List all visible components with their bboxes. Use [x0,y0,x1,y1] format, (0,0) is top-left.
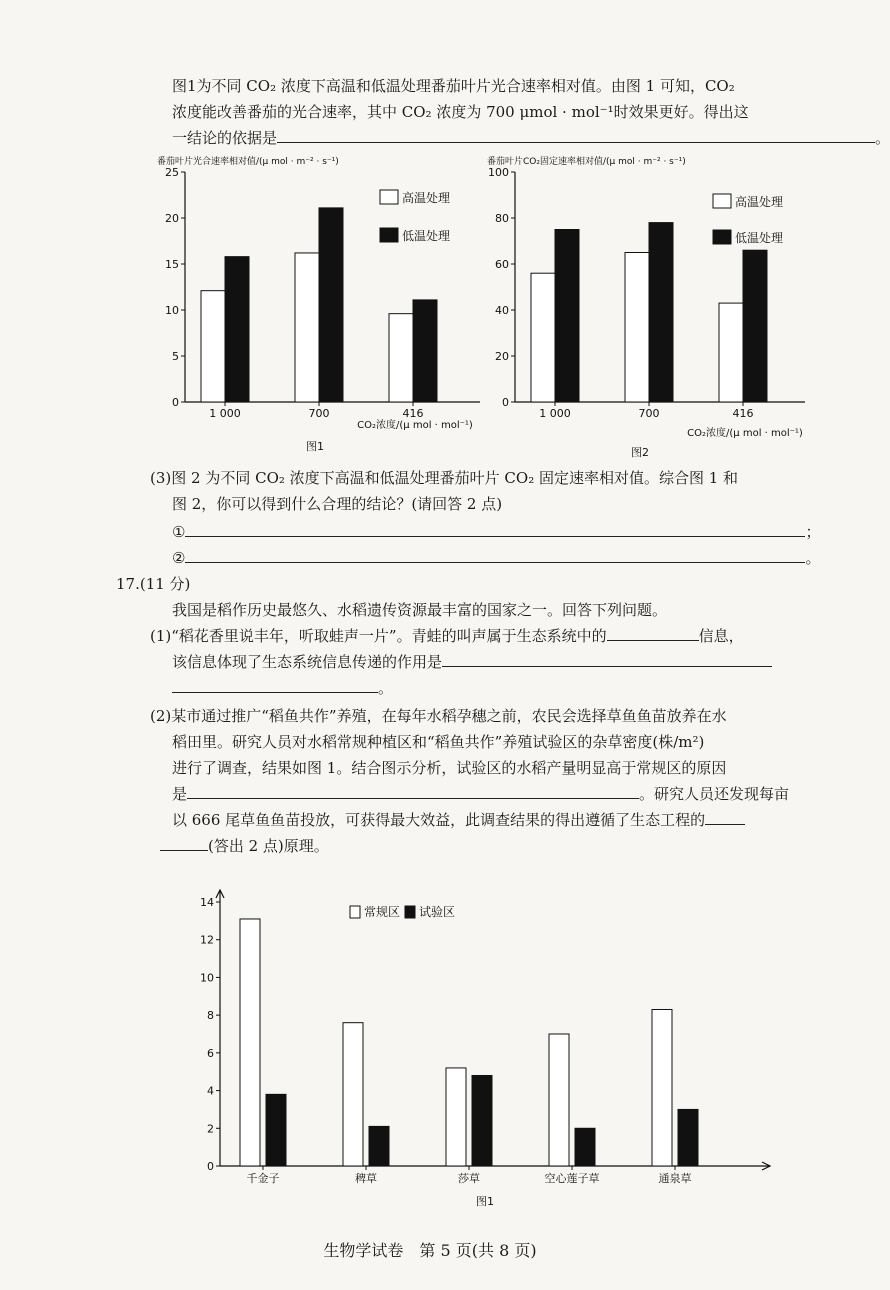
bar-常规区 [446,1068,466,1166]
bar-高温处理 [389,314,413,402]
legend-swatch-高温处理 [713,194,731,208]
bar-常规区 [652,1009,672,1166]
q3-end-1: ； [805,523,821,541]
chart-fig2-co2-fixation [465,150,825,460]
bar-试验区 [575,1128,595,1166]
q17-1-text-c: 该信息体现了生态系统信息传递的作用是 [172,653,443,671]
q17-1-text-b: 信息， [698,627,744,645]
legend-swatch-试验区 [405,906,415,918]
legend-label-常规区: 常规区 [364,905,401,919]
answer-blank-q3-1 [185,520,805,537]
q3-answer-2 [172,546,820,570]
y-tick-label: 25 [165,166,179,179]
answer-blank-principle-cont [160,834,208,851]
intro-line-3-text: 一结论的依据是 [172,129,278,147]
y-tick-label: 60 [495,258,509,271]
q17-1-line-1 [150,624,744,648]
x-tick-label: 空心莲子草 [544,1172,600,1185]
y-tick-label: 20 [495,350,509,363]
x-tick-label: 416 [402,407,424,420]
y-tick-label: 0 [502,396,509,409]
bar-高温处理 [295,253,319,402]
y-tick-label: 0 [207,1160,214,1173]
legend-swatch-低温处理 [380,228,398,242]
legend-label-高温处理: 高温处理 [735,195,784,209]
q17-intro: 我国是稻作历史最悠久、水稻遗传资源最丰富的国家之一。回答下列问题。 [172,601,668,619]
figure-caption: 图2 [631,446,649,459]
legend-swatch-常规区 [350,906,360,918]
answer-blank-yield-reason [187,782,639,799]
q3-end-2: 。 [805,549,821,567]
figure-caption: 图1 [476,1195,494,1208]
bar-常规区 [549,1034,569,1166]
x-axis-label: CO₂浓度/(μ mol · mol⁻¹) [687,428,803,439]
bar-试验区 [266,1094,286,1166]
bar-低温处理 [225,257,249,402]
chart-fig1-photosynthesis [140,150,500,460]
y-tick-label: 40 [495,304,509,317]
y-tick-label: 8 [207,1009,214,1023]
x-tick-label: 千金子 [246,1172,280,1185]
bar-高温处理 [625,253,649,403]
answer-blank-info-role-cont [172,676,378,693]
y-axis-label: 番茄叶片光合速率相对值/(μ mol · m⁻² · s⁻¹) [157,157,339,167]
q17-2-text-c: 以 666 尾草鱼鱼苗投放，可获得最大效益，此调查结果的得出遵循了生态工程的 [172,811,706,829]
intro-line-1: 图1为不同 CO₂ 浓度下高温和低温处理番茄叶片光合速率相对值。由图 1 可知，CO₂ [172,77,735,95]
y-tick-label: 5 [172,350,179,363]
q17-1-line-2 [172,650,772,674]
answer-blank-q3-2 [185,546,805,563]
q17-1-end: 。 [378,679,394,697]
q17-2-text-d: (答出 2 点)原理。 [208,837,329,855]
bar-高温处理 [201,291,225,402]
bar-常规区 [240,919,260,1166]
bar-常规区 [343,1023,363,1166]
q17-2-line-3: 进行了调查，结果如图 1。结合图示分析，试验区的水稻产量明显高于常规区的原因 [172,759,727,777]
x-tick-label: 700 [638,407,660,420]
legend-label-高温处理: 高温处理 [402,191,451,205]
y-tick-label: 14 [200,896,214,909]
q3-line-2: 图 2，你可以得到什么合理的结论？(请回答 2 点) [172,495,503,513]
legend-swatch-高温处理 [380,190,398,204]
y-tick-label: 6 [207,1046,214,1060]
bar-试验区 [369,1126,389,1166]
chart-fig1-weed-density [175,870,795,1215]
x-axis-label: CO₂浓度/(μ mol · mol⁻¹) [357,420,473,431]
bar-试验区 [678,1109,698,1166]
x-tick-label: 稗草 [355,1172,377,1185]
q17-2-line-6 [160,834,329,858]
q3-mark-2: ② [172,549,186,567]
q17-1-text-a: (1)“稻花香里说丰年，听取蛙声一片”。青蛙的叫声属于生态系统中的 [150,627,607,645]
x-tick-label: 莎草 [458,1172,480,1185]
y-tick-label: 10 [165,304,179,317]
q17-2-line-2: 稻田里。研究人员对水稻常规种植区和“稻鱼共作”养殖试验区的杂草密度(株/m²) [172,733,705,751]
x-tick-label: 通泉草 [658,1172,692,1185]
y-tick-label: 10 [200,971,214,985]
bar-低温处理 [743,250,767,402]
q3-mark-1: ① [172,523,186,541]
legend-label-低温处理: 低温处理 [735,231,784,245]
bar-低温处理 [555,230,579,403]
y-tick-label: 80 [495,212,509,225]
bar-高温处理 [531,273,555,402]
legend-swatch-低温处理 [713,230,731,244]
y-tick-label: 12 [200,933,214,947]
page-footer: 生物学试卷 第 5 页(共 8 页) [323,1241,537,1260]
q17-1-line-3 [172,676,393,700]
q17-2-line-1: (2)某市通过推广“稻鱼共作”养殖，在每年水稻孕穗之前，农民会选择草鱼鱼苗放养在水 [150,707,727,725]
y-tick-label: 0 [172,396,179,409]
q17-2-text-a: 是 [172,785,188,803]
answer-blank-principle [705,808,745,825]
y-tick-label: 20 [165,212,179,225]
y-tick-label: 100 [488,166,509,179]
x-tick-label: 416 [732,407,754,420]
answer-blank-info-type [607,624,699,641]
bar-试验区 [472,1075,492,1166]
x-tick-label: 1 000 [209,407,241,420]
legend-label-低温处理: 低温处理 [402,229,451,243]
bar-低温处理 [319,208,343,402]
y-tick-label: 4 [207,1084,214,1098]
intro-line-3 [172,126,890,150]
answer-blank-basis [277,126,875,143]
intro-line-3-end: 。 [875,129,890,147]
q3-line-1: (3)图 2 为不同 CO₂ 浓度下高温和低温处理番茄叶片 CO₂ 固定速率相对值。综合图 1 和 [150,469,739,487]
intro-line-2: 浓度能改善番茄的光合速率，其中 CO₂ 浓度为 700 μmol · mol⁻¹时效果更好。得出这 [172,103,749,121]
q17-header: 17.(11 分) [116,575,191,593]
q17-2-text-b: 。研究人员还发现每亩 [639,785,790,803]
figure-caption: 图1 [306,440,324,453]
x-tick-label: 1 000 [539,407,571,420]
legend-label-试验区: 试验区 [419,905,456,919]
bar-低温处理 [649,223,673,402]
bar-低温处理 [413,300,437,402]
q17-2-line-5 [172,808,745,832]
y-tick-label: 2 [207,1122,214,1136]
bar-高温处理 [719,303,743,402]
answer-blank-info-role [442,650,772,667]
q17-2-line-4 [172,782,789,806]
q3-answer-1 [172,520,820,544]
y-tick-label: 15 [165,258,179,271]
y-axis-label: 番茄叶片CO₂固定速率相对值/(μ mol · m⁻² · s⁻¹) [487,157,686,167]
x-tick-label: 700 [308,407,330,420]
